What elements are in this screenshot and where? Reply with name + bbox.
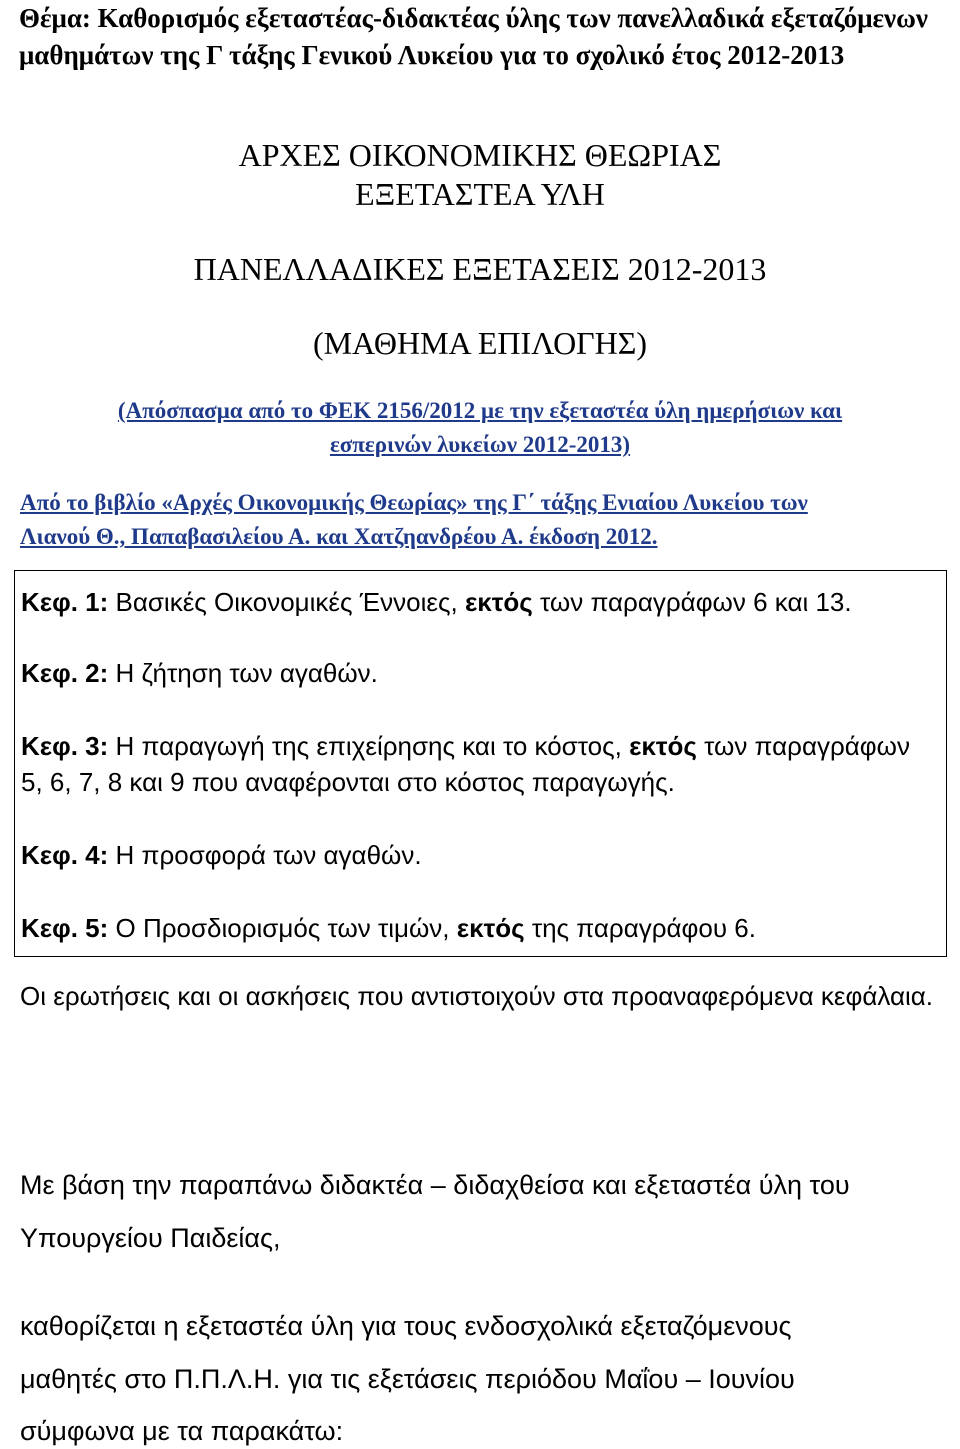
paragraph-line: μαθητές στο Π.Π.Λ.Η. για τις εξετάσεις περιόδου Μαΐου – Ιουνίου <box>20 1364 795 1394</box>
book-reference-line: Λιανού Θ., Παπαβασιλείου Α. και Χατζηανδρέου Α. έκδοση 2012. <box>20 524 658 549</box>
book-reference-line: Από το βιβλίο «Αρχές Οικονομικής Θεωρίας» της Γ΄ τάξης Ενιαίου Λυκείου των <box>20 490 808 515</box>
chapter-text: των παραγράφων 6 και 13. <box>532 587 852 617</box>
chapter-label: Κεφ. 4: <box>21 840 109 870</box>
excerpt-line: (Απόσπασμα από το ΦΕΚ 2156/2012 με την εξεταστέα ύλη ημερήσιων και <box>117 398 843 423</box>
chapters-box <box>14 570 947 957</box>
chapter-item <box>21 655 936 691</box>
chapter-text: Η προσφορά των αγαθών. <box>108 840 422 870</box>
course-type-title: (ΜΑΘΗΜΑ ΕΠΙΛΟΓΗΣ) <box>312 325 648 361</box>
chapter-exception: εκτός <box>456 913 525 943</box>
chapter-item <box>21 728 936 800</box>
closing-note: Οι ερωτήσεις και οι ασκήσεις που αντιστοιχούν στα προαναφερόμενα κεφάλαια. <box>20 981 934 1011</box>
subject-heading: Θέμα: Καθορισμός εξεταστέας-διδακτέας ύλης των πανελλαδικά εξεταζόμενων μαθημάτων της Γ τάξης Γενικού Λυκείου για το σχολικό έτος 2012-2013 <box>19 3 928 70</box>
book-reference <box>20 486 945 554</box>
material-title: ΕΞΕΤΑΣΤΕΑ ΥΛΗ <box>355 176 605 212</box>
chapter-text: των παραγράφων 5, 6, 7, 8 και 9 που αναφέρονται στο κόστος παραγωγής. <box>21 731 910 797</box>
chapter-label: Κεφ. 1: <box>21 587 109 617</box>
chapter-label: Κεφ. 2: <box>21 658 109 688</box>
excerpt-line: εσπερινών λυκείων 2012-2013) <box>329 432 631 457</box>
paragraph-line: Υπουργείου Παιδείας, <box>20 1223 281 1253</box>
chapter-item <box>21 584 936 620</box>
exams-title: ΠΑΝΕΛΛΑΔΙΚΕΣ ΕΞΕΤΑΣΕΙΣ 2012-2013 <box>193 251 767 287</box>
course-title: ΑΡΧΕΣ ΟΙΚΟΝΟΜΙΚΗΣ ΘΕΩΡΙΑΣ <box>238 137 722 173</box>
chapter-item <box>21 837 936 873</box>
paragraph-line: Με βάση την παραπάνω διδακτέα – διδαχθείσα και εξεταστέα ύλη του <box>20 1170 850 1200</box>
chapter-text: Η ζήτηση των αγαθών. <box>108 658 378 688</box>
paragraph-line: σύμφωνα με τα παρακάτω: <box>20 1416 344 1446</box>
chapter-text: της παραγράφου 6. <box>524 913 756 943</box>
chapter-exception: εκτός <box>464 587 533 617</box>
chapter-text: Βασικές Οικονομικές Έννοιες, <box>108 587 465 617</box>
chapter-label: Κεφ. 5: <box>21 913 109 943</box>
chapter-item <box>21 910 936 946</box>
excerpt-note <box>0 394 960 462</box>
chapter-exception: εκτός <box>629 731 697 761</box>
chapter-label: Κεφ. 3: <box>21 731 109 761</box>
chapter-text: Ο Προσδιορισμός των τιμών, <box>108 913 457 943</box>
paragraph-line: καθορίζεται η εξεταστέα ύλη για τους ενδοσχολικά εξεταζόμενους <box>20 1311 792 1341</box>
chapter-text: Η παραγωγή της επιχείρησης και το κόστος, <box>108 731 630 761</box>
